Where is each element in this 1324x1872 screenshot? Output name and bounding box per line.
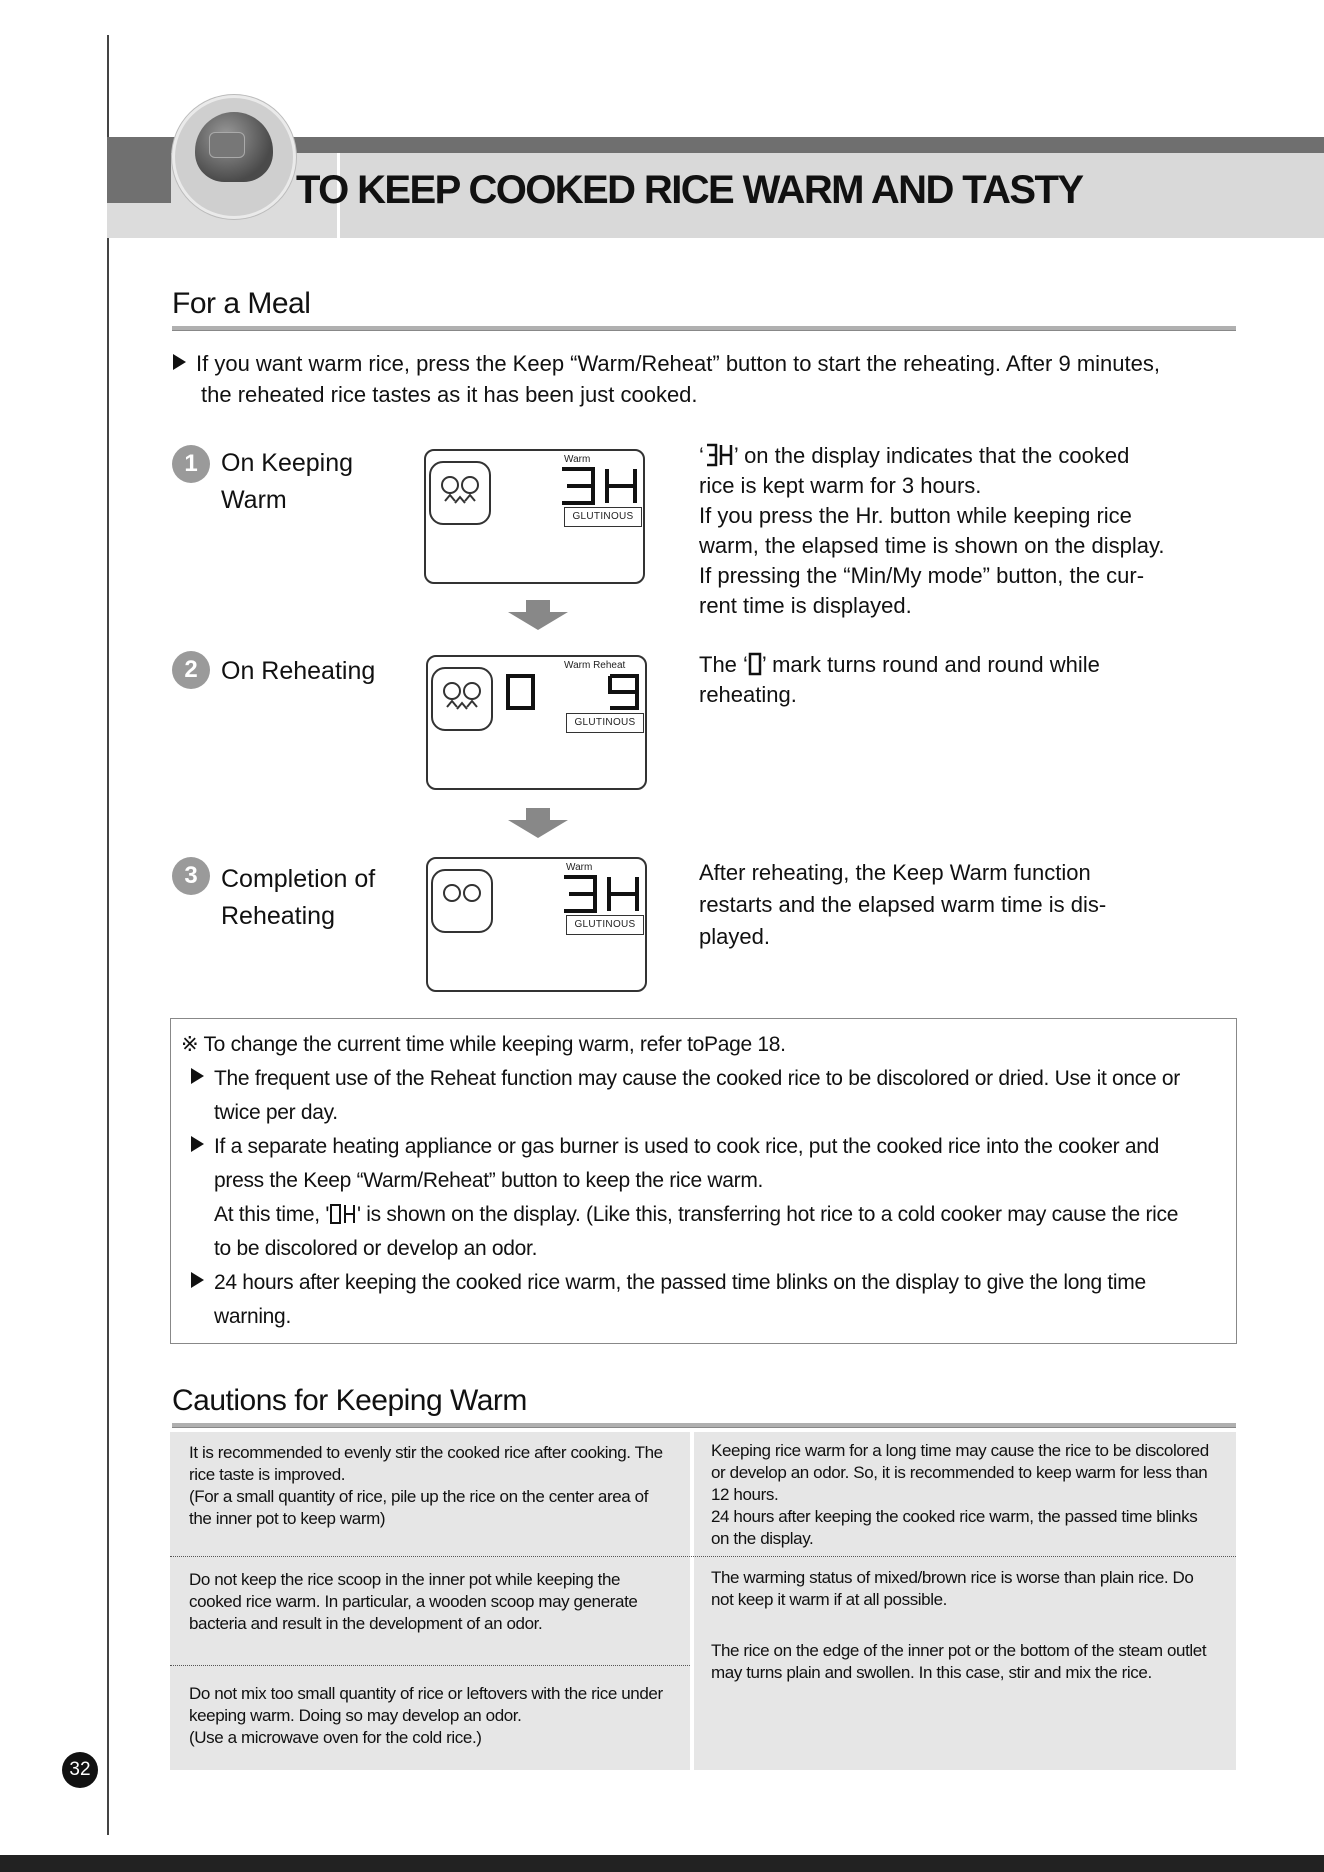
step-description: The ‘ ’ mark turns round and round while reheating. [699, 652, 1100, 707]
lcd-display-keeping-warm [424, 449, 645, 584]
row-divider [170, 1665, 690, 1666]
lcd-readout-0-9 [503, 673, 643, 711]
cautions-table [170, 1432, 1236, 1770]
step-description: After reheating, the Keep Warm function restarts and the elapsed warm time is dis- played. [699, 860, 1107, 949]
caution-item: Keeping rice warm for a long time may cause the rice to be discolored or develop an odor. So, it is recommended to keep warm for less than 12 hours. 24 hours after keeping the cooked rice warm, the passed time blinks on the display. [711, 1441, 1209, 1548]
caution-item: The warming status of mixed/brown rice is worse than plain rice. Do not keep it warm if at all possible. [711, 1568, 1194, 1609]
glutinous-badge: GLUTINOUS [564, 507, 642, 527]
notes-box [170, 1018, 1237, 1344]
caution-item: It is recommended to evenly stir the cooked rice after cooking. The rice taste is improved. (For a small quantity of rice, pile up the rice on the center area of the inner pot to keep warm) [189, 1443, 663, 1528]
lcd-warm-reheat-tag: Warm Reheat [564, 660, 626, 671]
segment-0h-glyph [329, 1203, 357, 1225]
segment-3h-glyph [704, 443, 734, 467]
row-divider [170, 1556, 1236, 1557]
caution-item: Do not keep the rice scoop in the inner pot while keeping the cooked rice warm. In particular, a wooden scoop may generate bacteria and result in the development of an odor. [189, 1570, 638, 1633]
step-number-badge: 2 [172, 651, 210, 689]
glutinous-badge: GLUTINOUS [566, 915, 644, 935]
cautions-column-left [170, 1432, 690, 1770]
rice-cooker-face-icon [431, 667, 493, 731]
segment-0-glyph [748, 652, 762, 676]
step-number-badge: 3 [172, 857, 210, 895]
section-heading-for-a-meal: For a Meal [172, 287, 311, 320]
step-label: Completion of Reheating [221, 865, 376, 930]
lcd-readout-3h [559, 467, 641, 505]
cautions-column-right [694, 1432, 1236, 1770]
bullet-triangle-icon [191, 1068, 204, 1084]
page-title: TO KEEP COOKED RICE WARM AND TASTY [296, 168, 1083, 212]
note-item: If a separate heating appliance or gas burner is used to cook rice, put the cooked rice into the cooker and press the Keep “Warm/Reheat” button to keep the rice warm. At this time, ' ' is shown on the display. (Like this, transferring hot rice to a cold cooker may cause the rice to be discolored or develop an odor. [191, 1130, 1231, 1266]
section-rule [172, 326, 1236, 331]
caution-item: Do not mix too small quantity of rice or leftovers with the rice under keeping warm. Doing so may develop an odor. (Use a microwave oven for the cold rice.) [189, 1684, 663, 1747]
glutinous-badge: GLUTINOUS [566, 713, 644, 733]
header-accent-block [107, 137, 171, 203]
step-label: On Reheating [221, 657, 376, 685]
rice-cooker-image [172, 95, 296, 219]
step-description: ‘ ’ on the display indicates that the cooked rice is kept warm for 3 hours. If you press the Hr. button while keeping rice warm, the elapsed time is shown on the display. If pressing the “Min/My mode” button, the cur- rent time is displayed. [699, 443, 1165, 618]
lcd-warm-tag: Warm [566, 862, 593, 873]
bullet-triangle-icon [191, 1272, 204, 1288]
intro-paragraph: If you want warm rice, press the Keep “Warm/Reheat” button to start the reheating. After 9 minutes, the reheated rice tastes as it has been just cooked. [173, 348, 1243, 410]
lcd-readout-3h [561, 875, 643, 913]
arrow-down-icon [508, 600, 568, 630]
lcd-display-completion [426, 857, 647, 992]
section-rule [172, 1423, 1236, 1428]
rice-cooker-face-icon [429, 461, 491, 525]
lcd-display-reheating [426, 655, 647, 790]
footer-bar [0, 1855, 1324, 1872]
bullet-triangle-icon [173, 354, 186, 370]
page-number-badge: 32 [62, 1752, 98, 1788]
lcd-warm-tag: Warm [564, 454, 591, 465]
bullet-triangle-icon [191, 1136, 204, 1152]
note-item: 24 hours after keeping the cooked rice warm, the passed time blinks on the display to give the long time warning. [191, 1266, 1231, 1334]
caution-item: The rice on the edge of the inner pot or the bottom of the steam outlet may turns plain and swollen. In this case, stir and mix the rice. [711, 1641, 1207, 1682]
margin-rule [107, 35, 109, 1835]
section-heading-cautions: Cautions for Keeping Warm [172, 1384, 527, 1417]
rice-cooker-face-icon [431, 869, 493, 933]
arrow-down-icon [508, 808, 568, 838]
note-item: The frequent use of the Reheat function may cause the cooked rice to be discolored or dried. Use it once or twice per day. [191, 1062, 1231, 1130]
step-number-badge: 1 [172, 445, 210, 483]
note-reference: ※ To change the current time while keeping warm, refer toPage 18. [181, 1033, 786, 1056]
step-label: On Keeping Warm [221, 449, 354, 514]
